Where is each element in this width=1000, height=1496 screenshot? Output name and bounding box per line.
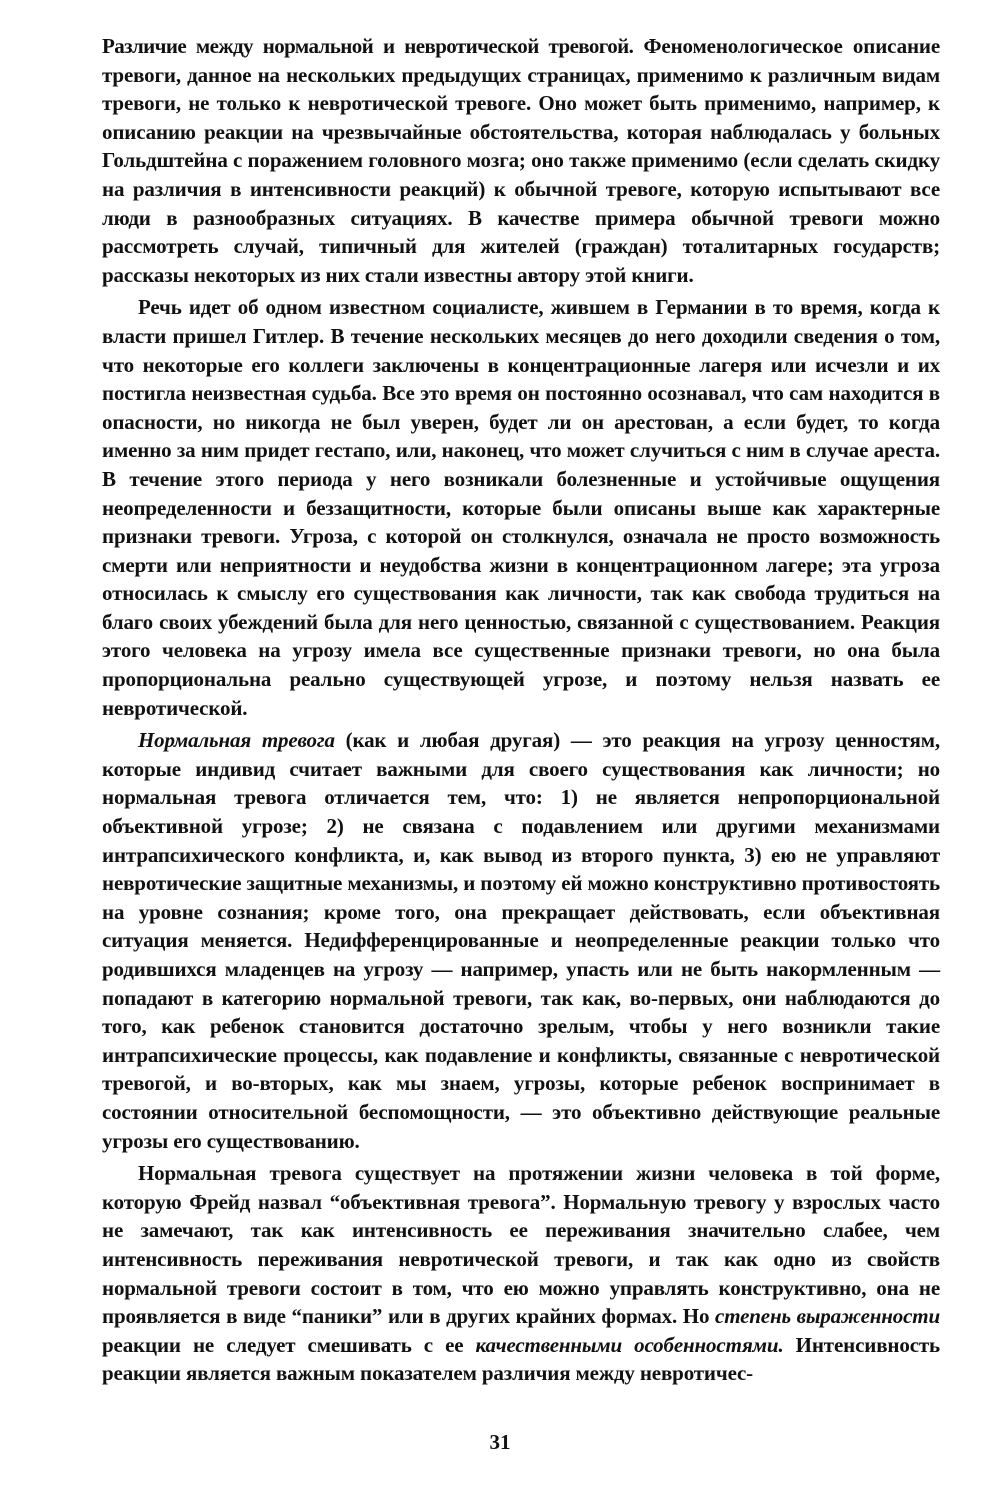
term-degree-of-expression: степень выраженности: [715, 1304, 940, 1329]
page-number: 31: [489, 1430, 511, 1454]
paragraph-4-text-c: Интенсивность реакции является важным показателем различия между невротичес-: [102, 1332, 940, 1386]
paragraph-2: [102, 293, 940, 722]
paragraph-3: [102, 726, 940, 1155]
paragraph-3-text: (как и любая другая) — это реакция на угрозу ценностям, которые индивид считает важными для своего существования как личности; но нормальная тревога отличается тем, что: 1) не является непропорциональной объективной угрозе; 2) не связана с подавлением или другими механизмами интрапсихического конфликта, и, как вывод из второго пункта, 3) ею не управляют невротические защитные механизмы, и поэтому ей можно конструктивно противостоять на уровне сознания; кроме того, она прекращает действовать, если объективная ситуация меняется. Недифференцированные и неопределенные реакции только что родившихся младенцев на угрозу — например, упасть или не быть накормленным — попадают в категорию нормальной тревоги, так как, во-первых, они наблюдаются до того, как ребенок становится достаточно зрелым, чтобы у него возникли такие интрапсихические процессы, как подавление и конфликты, связанные с невротической тревогой, и во-вторых, как мы знаем, угрозы, которые ребенок воспринимает в состоянии относительной беспомощности, — это объективно действующие реальные угрозы его существованию.: [102, 728, 940, 1153]
paragraph-4-text-a: Нормальная тревога существует на протяжении жизни человека в той форме, которую Фрейд назвал “объективная тревога”. Нормальную тревогу у взрослых часто не замечают, так как интенсивность ее переживания значительно слабее, чем интенсивность переживания невротической тревоги, и так как одно из свойств нормальной тревоги состоит в том, что ею можно управлять конструктивно, она не проявляется в виде “паники” или в других крайних формах. Но: [102, 1161, 940, 1329]
paragraph-1-text: Феноменологическое описание тревоги, данное на нескольких предыдущих страницах, применимо к различным видам тревоги, не только к невротической тревоге. Оно может быть применимо, например, к описанию реакции на чрезвычайные обстоятельства, которая наблюдалась у больных Гольдштейна с поражением головного мозга; оно также применимо (если сделать скидку на различия в интенсивности реакций) к обычной тревоге, которую испытывают все люди в разнообразных ситуациях. В качестве примера обычной тревоги можно рассмотреть случай, типичный для жителей (граждан) тоталитарных государств; рассказы некоторых из них стали известны автору этой книги.: [102, 34, 941, 287]
term-qualitative-features: качественными особенностями.: [475, 1332, 784, 1357]
term-normal-anxiety: Нормальная тревога: [138, 728, 335, 753]
paragraph-2-text: Речь идет об одном известном социалисте, жившем в Германии в то время, когда к власти пришел Гитлер. В течение нескольких месяцев до него доходили сведения о том, что некоторые его коллеги заключены в концентрационные лагеря или исчезли и их постигла неизвестная судьба. Все это время он постоянно осознавал, что сам находится в опасности, но никогда не был уверен, будет ли он арестован, а если будет, то когда именно за ним придет гестапо, или, наконец, что может случиться с ним в случае ареста. В течение этого периода у него возникали болезненные и устойчивые ощущения неопределенности и беззащитности, которые были описаны выше как характерные признаки тревоги. Угроза, с которой он столкнулся, означала не просто возможность смерти или неприятности и неудобства жизни в концентрационном лагере; эта угроза относилась к смыслу его существования как личности, так как свобода трудиться на благо своих убеждений была для него ценностью, связанной с существованием. Реакция этого человека на угрозу имела все существенные признаки тревоги, но она была пропорциональна реально существующей угрозе, и поэтому нельзя назвать ее невротической.: [102, 295, 940, 720]
document-page: [102, 32, 940, 1392]
section-heading: Различие между нормальной и невротической тревогой.: [102, 34, 634, 58]
paragraph-4-text-b: реакции не следует смешивать с ее: [102, 1332, 476, 1357]
paragraph-1: [102, 32, 940, 289]
paragraph-4: [102, 1159, 940, 1388]
